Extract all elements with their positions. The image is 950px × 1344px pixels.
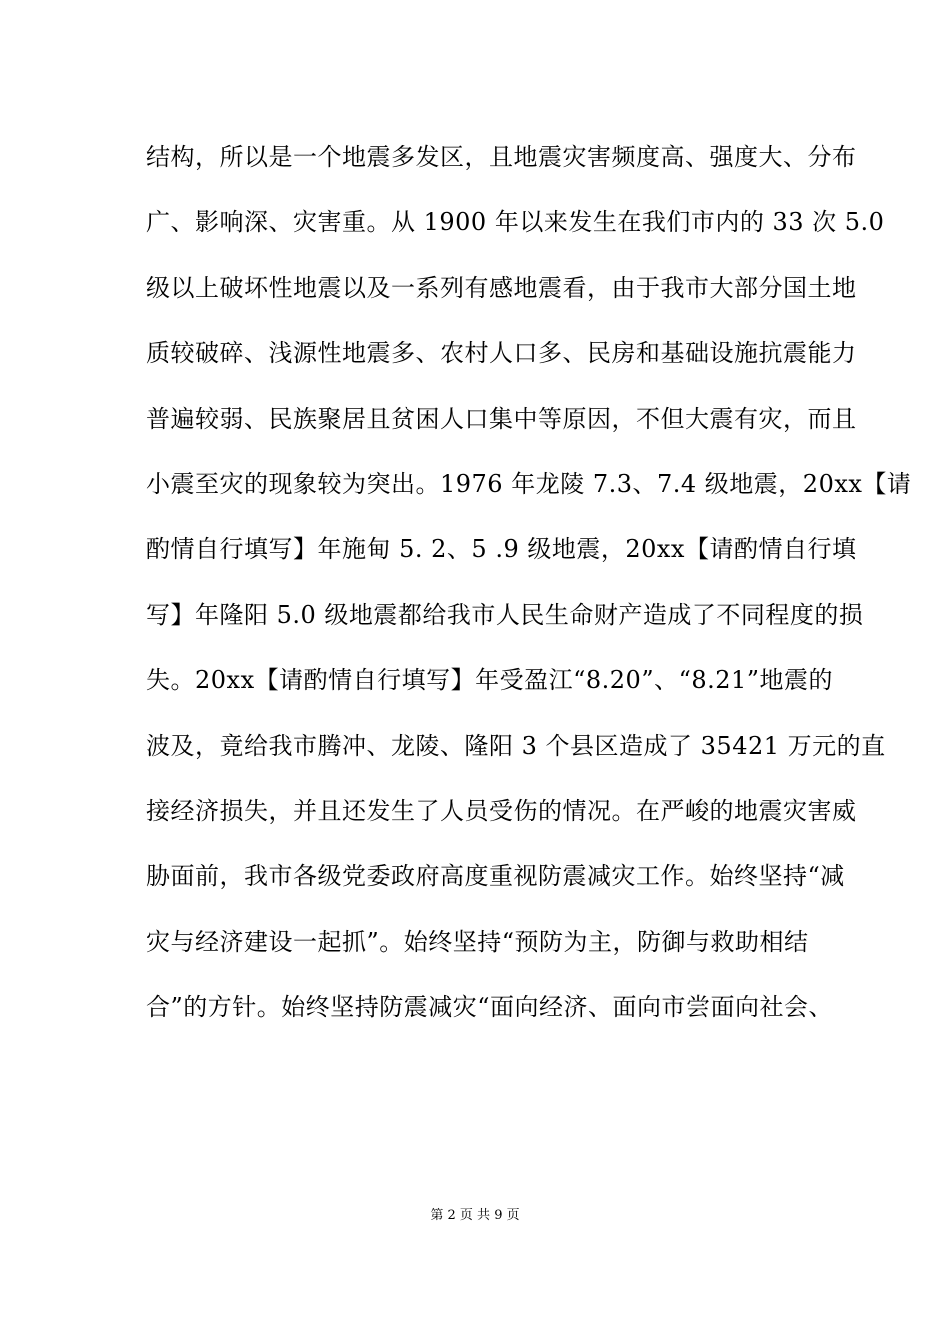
text-line: 广、影响深、灾害重。从 1900 年以来发生在我们市内的 33 次 5.0	[146, 208, 885, 237]
text-line: 级以上破坏性地震以及一系列有感地震看，由于我市大部分国土地	[146, 273, 857, 302]
text-line: 灾与经济建设一起抓”。始终坚持“预防为主，防御与救助相结	[146, 927, 809, 956]
text-line: 失。20xx【请酌情自行填写】年受盈江“8.20”、“8.21”地震的	[146, 666, 834, 695]
text-line: 质较破碎、浅源性地震多、农村人口多、民房和基础设施抗震能力	[146, 339, 857, 368]
text-line: 合”的方针。始终坚持防震减灾“面向经济、面向市尝面向社会、	[146, 993, 834, 1022]
body-paragraph	[146, 134, 912, 1049]
text-line: 普遍较弱、民族聚居且贫困人口集中等原因，不但大震有灾，而且	[146, 404, 857, 433]
text-line: 结构，所以是一个地震多发区，且地震灾害频度高、强度大、分布	[146, 143, 857, 171]
text-line: 胁面前，我市各级党委政府高度重视防震减灾工作。始终坚持“减	[146, 862, 845, 891]
text-line: 小震至灾的现象较为突出。1976 年龙陵 7.3、7.4 级地震，20xx【请	[146, 469, 912, 498]
text-line: 接经济损失，并且还发生了人员受伤的情况。在严峻的地震灾害威	[146, 796, 857, 825]
page-number-footer: 第 2 页 共 9 页	[430, 1208, 520, 1223]
text-line: 写】年隆阳 5.0 级地震都给我市人民生命财产造成了不同程度的损	[146, 600, 864, 629]
text-line: 酌情自行填写】年施甸 5. 2、5 .9 级地震，20xx【请酌情自行填	[146, 535, 857, 564]
text-line: 波及，竟给我市腾冲、龙陵、隆阳 3 个县区造成了 35421 万元的直	[146, 731, 886, 760]
